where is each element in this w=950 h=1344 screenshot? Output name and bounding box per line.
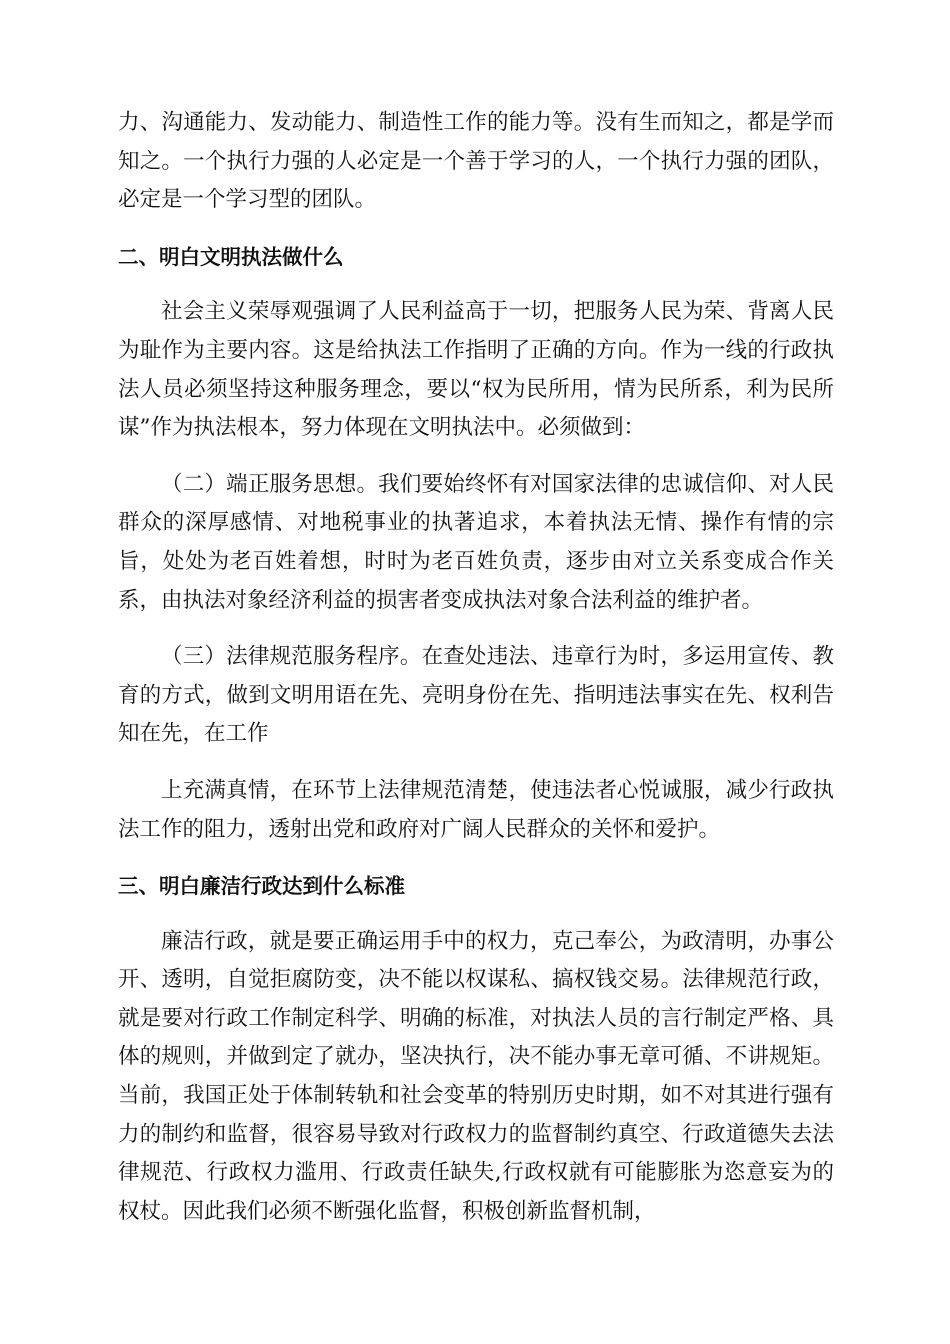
document-page xyxy=(118,104,834,1249)
section-heading-2: 二、明白文明执法做什么 xyxy=(118,244,344,269)
paragraph-item-2: （二）端正服务思想。我们要始终怀有对国家法律的忠诚信仰、对人民群众的深厚感情、对地税事业的执著追求，本着执法无情、操作有情的宗旨，处处为老百姓着想，时时为老百姓负责，逐步由对立关系变成合作关系，由执法对象经济利益的损害者变成执法对象合法利益的维护者。 xyxy=(118,471,834,613)
paragraph-continuation: 力、沟通能力、发动能力、制造性工作的能力等。没有生而知之，都是学而知之。一个执行力强的人必定是一个善于学习的人，一个执行力强的团队，必定是一个学习型的团队。 xyxy=(118,110,834,213)
paragraph-intro: 社会主义荣辱观强调了人民利益高于一切，把服务人民为荣、背离人民为耻作为主要内容。这是给执法工作指明了正确的方向。作为一线的行政执法人员必须坚持这种服务理念，要以“权为民所用，情为民所系，利为民所谋”作为执法根本，努力体现在文明执法中。必须做到： xyxy=(118,299,834,441)
paragraph-item-3: （三）法律规范服务程序。在查处违法、违章行为时，多运用宣传、教育的方式，做到文明用语在先、亮明身份在先、指明违法事实在先、权利告知在先，在工作 xyxy=(118,644,834,747)
paragraph-integrity: 廉洁行政，就是要正确运用手中的权力，克己奉公，为政清明，办事公开、透明，自觉拒腐防变，决不能以权谋私、搞权钱交易。法律规范行政，就是要对行政工作制定科学、明确的标准，对执法人员的言行制定严格、具体的规则，并做到定了就办，坚决执行，决不能办事无章可循、不讲规矩。当前，我国正处于体制转轨和社会变革的特别历史时期，如不对其进行强有力的制约和监督，很容易导致对行政权力的监督制约真空、行政道德失去法律规范、行政权力滥用、行政责任缺失,行政权就有可能膨胀为恣意妄为的权杖。因此我们必须不断强化监督，积极创新监督机制， xyxy=(118,928,834,1224)
paragraph-item-3-continued: 上充满真情，在环节上法律规范清楚，使违法者心悦诚服，减少行政执法工作的阻力，透射出党和政府对广阔人民群众的关怀和爱护。 xyxy=(118,777,834,842)
section-heading-3: 三、明白廉洁行政达到什么标准 xyxy=(118,874,405,899)
